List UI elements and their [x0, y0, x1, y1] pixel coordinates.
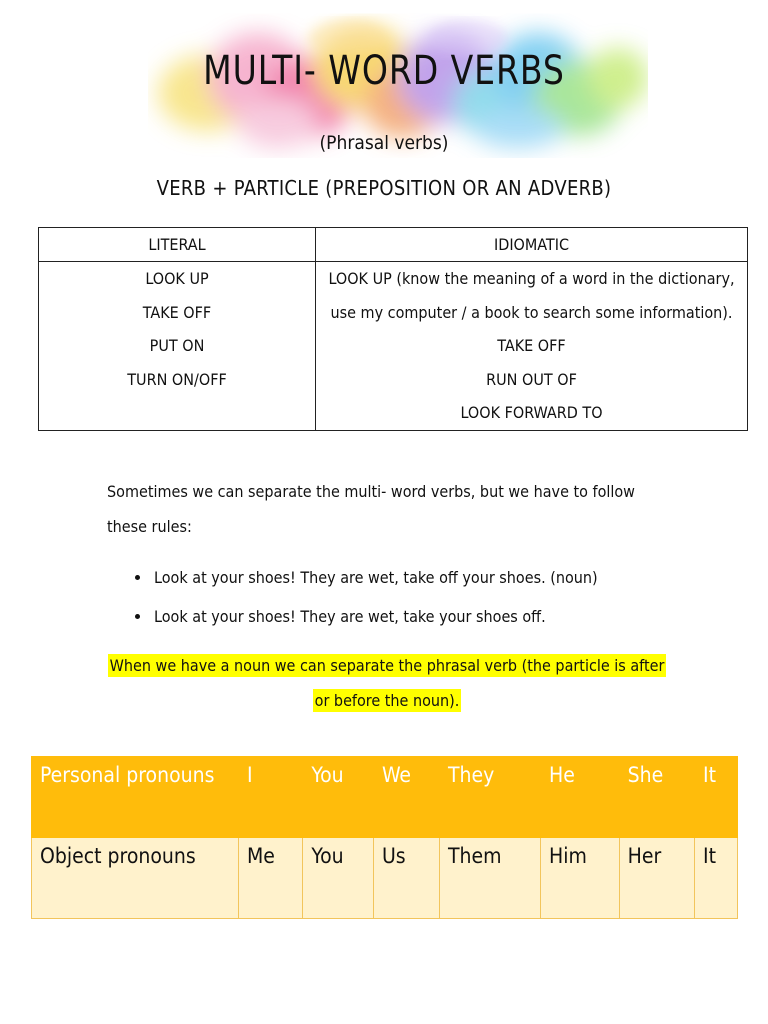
literal-item: PUT ON — [149, 336, 205, 355]
rules-intro — [107, 474, 667, 544]
pronoun-cell: Me — [239, 838, 303, 919]
pronoun-cell: You — [303, 757, 374, 838]
idiomatic-item: TAKE OFF — [497, 336, 566, 355]
pronoun-table — [31, 756, 738, 919]
idiomatic-item: LOOK UP (know the meaning of a word in the dictionary, — [328, 269, 735, 288]
pronoun-cell: You — [303, 838, 374, 919]
pronoun-cell: Him — [541, 838, 620, 919]
page-subtitle: (Phrasal verbs) — [319, 132, 449, 154]
idiomatic-item: use my computer / a book to search some information). — [330, 302, 733, 322]
idiomatic-cell — [316, 262, 748, 431]
list-item: • Look at your shoes! They are wet, take off your shoes. (noun) — [152, 558, 598, 597]
rules-intro-line: Sometimes we can separate the multi- word verbs, but we have to follow — [107, 482, 635, 501]
page-title: MULTI- WORD VERBS — [203, 48, 565, 94]
pronoun-cell: We — [373, 757, 439, 838]
table-header-row — [39, 228, 748, 262]
personal-pronouns-row — [32, 757, 738, 838]
personal-pronouns-label: Personal pronouns — [32, 757, 239, 838]
literal-header: LITERAL — [39, 228, 316, 262]
pronoun-cell: They — [440, 757, 541, 838]
idiomatic-item: RUN OUT OF — [486, 369, 577, 389]
highlighted-note — [107, 648, 667, 718]
pronoun-cell: Us — [373, 838, 439, 919]
object-pronouns-label: Object pronouns — [32, 838, 239, 919]
literal-cell — [39, 262, 316, 431]
pronoun-cell: It — [695, 838, 738, 919]
literal-item: LOOK UP — [145, 269, 209, 288]
table-row — [39, 262, 748, 431]
pronoun-cell: I — [239, 757, 303, 838]
idiomatic-header: IDIOMATIC — [316, 228, 748, 262]
literal-idiomatic-table — [38, 227, 748, 431]
verb-formula: VERB + PARTICLE (PREPOSITION OR AN ADVERB) — [156, 176, 612, 200]
idiomatic-item: LOOK FORWARD TO — [460, 403, 603, 422]
pronoun-cell: It — [695, 757, 738, 838]
literal-item: TAKE OFF — [142, 302, 212, 322]
note-line: or before the noun). — [314, 691, 460, 710]
pronoun-cell: She — [619, 757, 694, 838]
pronoun-cell: Her — [619, 838, 694, 919]
object-pronouns-row — [32, 838, 738, 919]
literal-item: TURN ON/OFF — [127, 369, 227, 389]
rules-intro-line: these rules: — [107, 517, 192, 536]
examples-list — [130, 558, 598, 636]
note-line: When we have a noun we can separate the phrasal verb (the particle is after — [109, 656, 665, 675]
pronoun-cell: He — [541, 757, 620, 838]
pronoun-cell: Them — [440, 838, 541, 919]
list-item: • Look at your shoes! They are wet, take your shoes off. — [152, 597, 598, 636]
